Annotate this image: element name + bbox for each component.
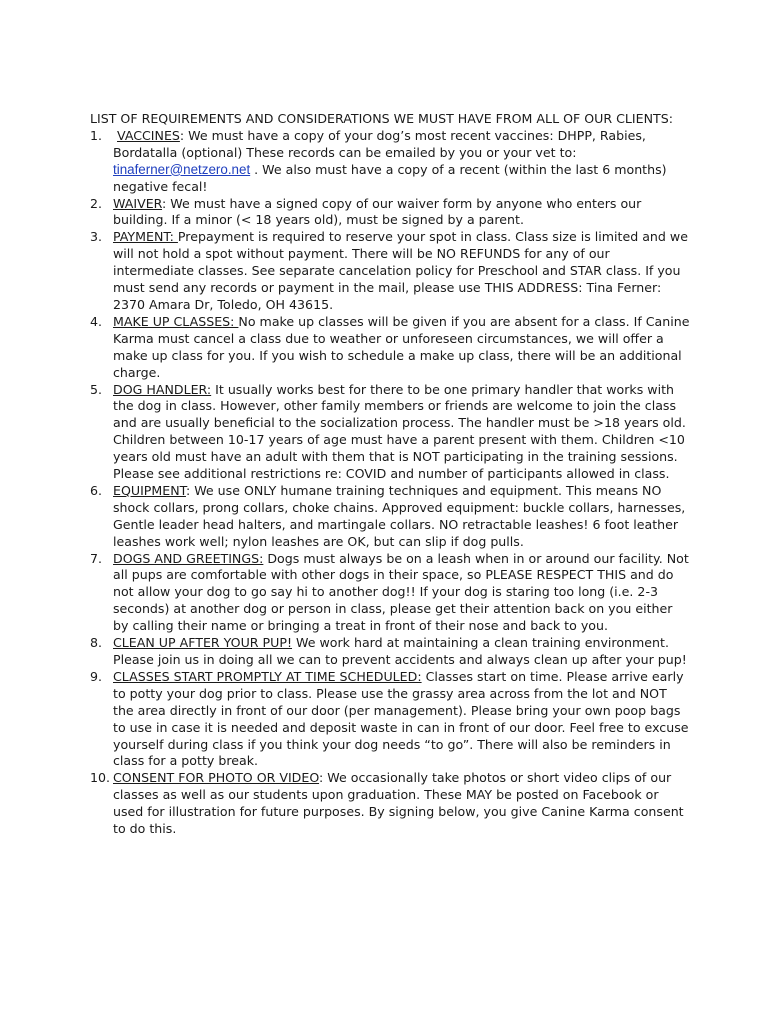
requirement-clean-up <box>90 635 690 669</box>
item-title: CLASSES START PROMPTLY AT TIME SCHEDULED: <box>113 668 422 684</box>
item-title: CONSENT FOR PHOTO OR VIDEO <box>113 770 320 786</box>
requirement-payment <box>90 229 690 314</box>
document-heading: LIST OF REQUIREMENTS AND CONSIDERATIONS WE MUST HAVE FROM ALL OF OUR CLIENTS: <box>90 111 673 126</box>
item-title: CLEAN UP AFTER YOUR PUP! <box>113 635 293 651</box>
requirement-vaccines <box>90 128 690 196</box>
item-title: VACCINES <box>117 127 180 143</box>
item-text: Prepayment is required to reserve your spot in class. Class size is limited and we will not hold a spot without payment. There will be NO REFUNDS for any of our intermediate classes. See separate cancelation policy for Preschool and STAR class. If you must send any records or payment in the mail, please use THIS ADDRESS: Tina Ferner: 2370 Amara Dr, Toledo, OH 43615. <box>113 229 688 312</box>
item-text: It usually works best for there to be one primary handler that works with the dog in class. However, other family members or friends are welcome to join the class and are usually beneficial to the socialization process. The handler must be >18 years old. Children between 10-17 years of age must have a parent present with them. Children <10 years old must have an adult with them that is NOT participating in the training sessions. Please see additional restrictions re: COVID and number of participants allowed in class. <box>113 381 686 482</box>
requirement-classes-start-promptly <box>90 669 690 770</box>
item-text: : We use ONLY humane training techniques and equipment. This means NO shock collars, prong collars, choke chains. Approved equipment: buckle collars, harnesses, Gentle leader head halters, and martingale collars. NO retractable leashes! 6 foot leather leashes work well; nylon leashes are OK, but can slip if dog pulls. <box>113 482 686 549</box>
item-text: : We must have a signed copy of our waiver form by anyone who enters our building. If a minor (< 18 years old), must be signed by a parent. <box>113 195 642 228</box>
requirement-dog-handler <box>90 382 690 483</box>
requirement-waiver <box>90 196 690 230</box>
item-title: PAYMENT: <box>113 229 178 245</box>
item-text: No make up classes will be given if you are absent for a class. If Canine Karma must cancel a class due to weather or unforeseen circumstances, we will offer a make up class for you. If you wish to schedule a make up class, there will be an additional charge. <box>113 313 690 380</box>
item-text: : We must have a copy of your dog’s most recent vaccines: DHPP, Rabies, Bordatalla (optional) These records can be emailed by you or your vet to: <box>113 127 646 160</box>
document-page <box>90 111 690 838</box>
item-number: 3. <box>90 229 103 245</box>
item-text-continued: . We also must have a copy of a recent (within the last 6 months) negative fecal! <box>113 161 667 194</box>
item-title: DOG HANDLER: <box>113 381 212 397</box>
requirement-consent-photo-video <box>90 770 690 838</box>
item-title: WAIVER <box>113 195 163 211</box>
item-number: 2. <box>90 195 103 211</box>
item-number: 7. <box>90 550 103 566</box>
item-number: 5. <box>90 381 103 397</box>
item-title: MAKE UP CLASSES: <box>113 313 239 329</box>
item-number: 6. <box>90 482 103 498</box>
item-title: DOGS AND GREETINGS: <box>113 550 264 566</box>
item-number: 4. <box>90 313 103 329</box>
item-text: Dogs must always be on a leash when in or around our facility. Not all pups are comfortable with other dogs in their space, so PLEASE RESPECT THIS and do not allow your dog to go say hi to another dog!! If your dog is staring too long (i.e. 2-3 seconds) at another dog or person in class, please get their attention back on you either by calling their name or bringing a treat in front of their nose and back to you. <box>113 550 689 634</box>
requirement-equipment <box>90 483 690 551</box>
item-text: Classes start on time. Please arrive early to potty your dog prior to class. Please use the grassy area across from the lot and NOT the area directly in front of our door (per management). Please bring your own poop bags to use in case it is needed and deposit waste in can in front of our door. Feel free to excuse yourself during class if you think your dog needs “to go”. There will also be reminders in class for a potty break. <box>113 668 689 769</box>
requirements-list <box>90 128 690 838</box>
item-number: 9. <box>90 668 103 684</box>
item-number: 8. <box>90 635 103 651</box>
requirement-dogs-and-greetings <box>90 551 690 636</box>
item-text: We work hard at maintaining a clean training environment. Please join us in doing all we can to prevent accidents and always clean up after your pup! <box>113 635 687 667</box>
item-number: 10. <box>90 770 111 786</box>
requirement-make-up-classes <box>90 314 690 382</box>
email-link[interactable]: tinaferner@netzero.net <box>113 161 251 177</box>
item-number: 1. <box>90 127 103 143</box>
item-title: EQUIPMENT <box>113 482 186 498</box>
item-text: : We occasionally take photos or short video clips of our classes as well as our students upon graduation. These MAY be posted on Facebook or used for illustration for future purposes. By signing below, you give Canine Karma consent to do this. <box>113 770 684 837</box>
